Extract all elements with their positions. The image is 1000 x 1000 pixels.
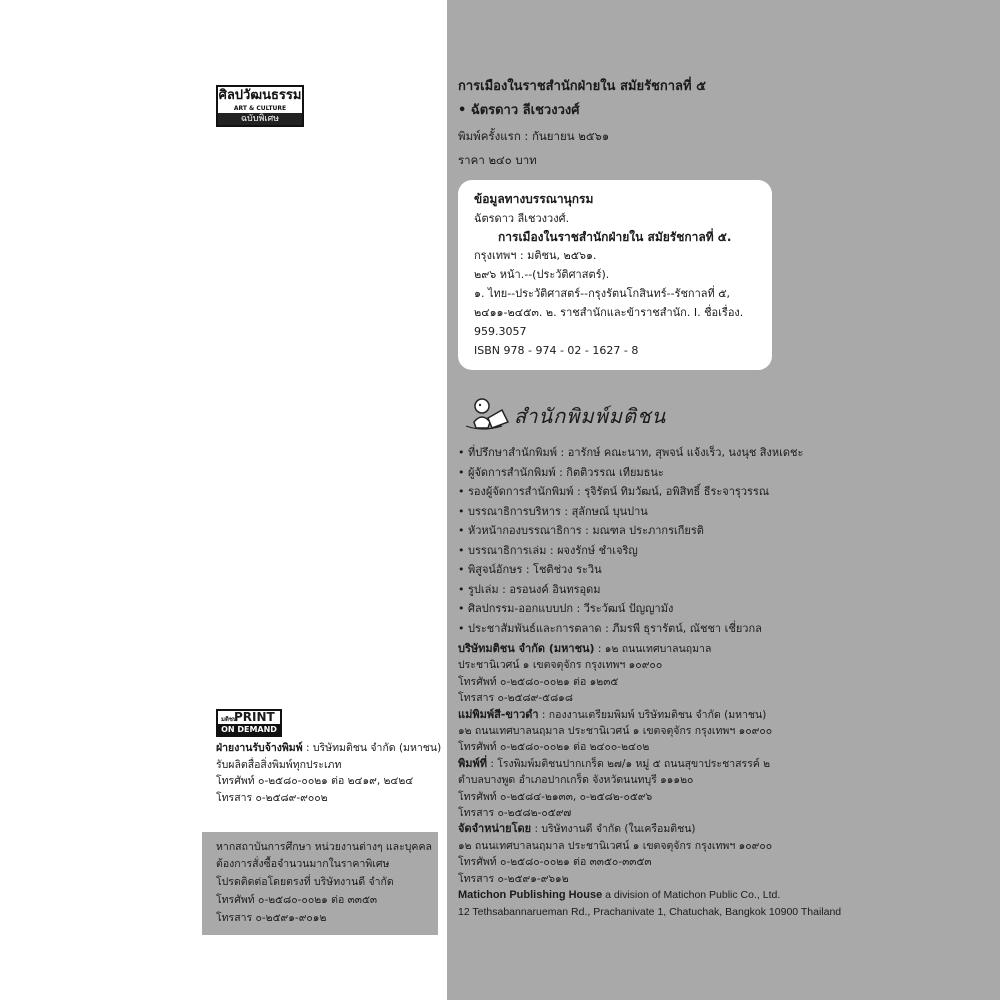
matichon-publisher-logo	[462, 392, 682, 436]
pod-under: ON DEMAND	[218, 724, 280, 735]
company-fax: โทรสาร ๐-๒๕๘๙-๕๘๑๘	[458, 692, 573, 705]
staff-item: • พิสูจน์อักษร : โชติช่วง ระวิน	[458, 560, 988, 580]
english-name-line	[458, 887, 988, 903]
printing-rest: : บริษัทมติชน จำกัด (มหาชน)	[302, 742, 442, 754]
plate-line	[458, 707, 988, 723]
plate-phone: โทรศัพท์ ๐-๒๕๘๐-๐๐๒๑ ต่อ ๒๔๐๐-๒๔๐๒	[458, 741, 650, 754]
staff-item: • หัวหน้ากองบรรณาธิการ : มณฑล ประภากรเกียรติ	[458, 521, 988, 541]
staff-item: • รูปเล่ม : อรอนงค์ อินทรอุดม	[458, 580, 988, 600]
publisher-logo-text: สำนักพิมพ์มติชน	[514, 404, 667, 428]
staff-item: • บรรณาธิการบริหาร : สุลักษณ์ บุนปาน	[458, 502, 988, 522]
english-addr: 12 Tethsabannarueman Rd., Prachanivate 1, Chatuchak, Bangkok 10900 Thailand	[458, 905, 842, 918]
first-print: พิมพ์ครั้งแรก : กันยายน ๒๕๖๑	[458, 129, 610, 143]
dist-rest: : บริษัทงานดี จำกัด (ในเครือมติชน)	[531, 823, 696, 836]
english-name: Matichon Publishing House	[458, 889, 603, 902]
printing-phone: โทรศัพท์ ๐-๒๕๘๐-๐๐๒๑ ต่อ ๒๔๑๙, ๒๔๒๔	[216, 775, 414, 787]
dist-addr: ๑๒ ถนนเทศบาลนฤมาล ประชานิเวศน์ ๑ เขตจตุจักร กรุงเทพฯ ๑๐๙๐๐	[458, 839, 773, 852]
print-rest: : โรงพิมพ์มติชนปากเกร็ด ๒๗/๑ หมู่ ๕ ถนนสุขาประชาสรรค์ ๒	[487, 757, 771, 770]
cip-imprint: กรุงเทพฯ : มติชน, ๒๕๖๑.	[474, 249, 597, 262]
print-line	[458, 756, 988, 772]
printing-service	[216, 740, 446, 806]
plate-label: แม่พิมพ์สี-ขาวดำ	[458, 707, 539, 721]
english-name-rest: a division of Matichon Public Co., Ltd.	[602, 889, 781, 902]
logo-main: ศิลปวัฒนธรรม	[218, 88, 302, 103]
staff-list	[458, 443, 988, 638]
dist-fax: โทรสาร ๐-๒๕๙๑-๙๖๑๒	[458, 872, 569, 885]
notice-line: โทรสาร ๐-๒๕๙๑-๙๐๑๒	[216, 912, 327, 924]
cip-classification: 959.3057	[474, 325, 527, 338]
company-info	[458, 641, 988, 920]
staff-item: • บรรณาธิการเล่ม : ผจงรักษ์ ชำเจริญ	[458, 541, 988, 561]
printing-line2: รับผลิตสื่อสิ่งพิมพ์ทุกประเภท	[216, 758, 342, 771]
notice-line: โทรศัพท์ ๐-๒๕๘๐-๐๐๒๑ ต่อ ๓๓๕๓	[216, 894, 378, 906]
company-addr: ประชานิเวศน์ ๑ เขตจตุจักร กรุงเทพฯ ๑๐๙๐๐	[458, 659, 663, 672]
plate-addr: ๑๒ ถนนเทศบาลนฤมาล ประชานิเวศน์ ๑ เขตจตุจักร กรุงเทพฯ ๑๐๙๐๐	[458, 725, 773, 738]
notice-line: ต้องการสั่งซื้อจำนวนมากในราคาพิเศษ	[216, 858, 390, 870]
print-addr: ตำบลบางพูด อำเภอปากเกร็ด จังหวัดนนทบุรี ๑๑๑๒๐	[458, 774, 694, 787]
logo-band: ฉบับพิเศษ	[218, 113, 302, 125]
company-name-rest: : ๑๒ ถนนเทศบาลนฤมาล	[594, 643, 712, 655]
print-on-demand-logo	[216, 709, 282, 737]
staff-item: • รองผู้จัดการสำนักพิมพ์ : รุจิรัตน์ ทิมวัฒน์, อพิสิทธิ์ ธีระจารุวรรณ	[458, 482, 988, 502]
staff-item: • ศิลปกรรม-ออกแบบปก : วีระวัฒน์ ปัญญามัง	[458, 599, 988, 619]
dist-label: จัดจำหน่ายโดย	[458, 822, 532, 836]
pod-big: PRINT	[234, 710, 275, 724]
book-author: • ฉัตรดาว ลีเชวงวงศ์	[458, 103, 580, 118]
print-phone: โทรศัพท์ ๐-๒๕๘๔-๒๑๓๓, ๐-๒๕๘๒-๐๕๙๖	[458, 790, 653, 803]
cip-author: ฉัตรดาว ลีเชวงวงศ์.	[474, 212, 570, 225]
cip-title: การเมืองในราชสำนักฝ่ายใน สมัยรัชกาลที่ ๕.	[498, 230, 732, 244]
company-name-line	[458, 641, 988, 657]
print-fax: โทรสาร ๐-๒๕๘๒-๐๕๙๗	[458, 807, 572, 820]
price: ราคา ๒๔๐ บาท	[458, 153, 537, 167]
printing-fax: โทรสาร ๐-๒๕๘๙-๙๐๐๒	[216, 791, 328, 804]
dist-phone: โทรศัพท์ ๐-๒๕๘๐-๐๐๒๑ ต่อ ๓๓๕๐-๓๓๕๓	[458, 856, 652, 869]
printing-line	[216, 740, 446, 757]
cip-heading: ข้อมูลทางบรรณานุกรม	[474, 192, 594, 206]
company-name: บริษัทมติชน จำกัด (มหาชน)	[458, 642, 595, 655]
staff-item: • ผู้จัดการสำนักพิมพ์ : กิตติวรรณ เทียมธนะ	[458, 463, 988, 483]
print-label: พิมพ์ที่	[458, 756, 488, 770]
title-block	[458, 78, 978, 168]
dist-line	[458, 821, 988, 837]
company-phone: โทรศัพท์ ๐-๒๕๘๐-๐๐๒๑ ต่อ ๑๒๓๕	[458, 675, 619, 688]
cip-box	[458, 180, 772, 370]
cip-isbn: ISBN 978 - 974 - 02 - 1627 - 8	[474, 344, 639, 357]
notice-line: โปรดติดต่อโดยตรงที่ บริษัทงานดี จำกัด	[216, 876, 394, 888]
art-culture-logo	[216, 85, 304, 127]
pod-small: มติชน	[221, 716, 238, 723]
cip-subjects-2: ๒๔๑๑-๒๔๕๓. ๒. ราชสำนักและข้าราชสำนัก. I. ชื่อเรื่อง.	[474, 306, 744, 319]
staff-item: • ที่ปรึกษาสำนักพิมพ์ : อารักษ์ คณะนาท, สุพจน์ แจ้งเร็ว, นงนุช สิงหเดชะ	[458, 443, 988, 463]
cip-subjects-1: ๑. ไทย--ประวัติศาสตร์--กรุงรัตนโกสินทร์--รัชกาลที่ ๕,	[474, 287, 731, 300]
printing-label: ฝ่ายงานรับจ้างพิมพ์	[216, 742, 303, 754]
book-title: การเมืองในราชสำนักฝ่ายใน สมัยรัชกาลที่ ๕	[458, 79, 706, 94]
staff-item: • ประชาสัมพันธ์และการตลาด : ภีมรพี ธุรารัตน์, ณัชชา เชี่ยวกล	[458, 619, 988, 639]
notice-line: หากสถาบันการศึกษา หน่วยงานต่างๆ และบุคคล	[216, 841, 432, 853]
cip-pages: ๒๙๖ หน้า.--(ประวัติศาสตร์).	[474, 268, 610, 281]
bulk-order-notice	[202, 832, 438, 935]
plate-rest: : กองงานเตรียมพิมพ์ บริษัทมติชน จำกัด (มหาชน)	[538, 708, 767, 721]
logo-sub: ART & CULTURE	[233, 105, 287, 112]
